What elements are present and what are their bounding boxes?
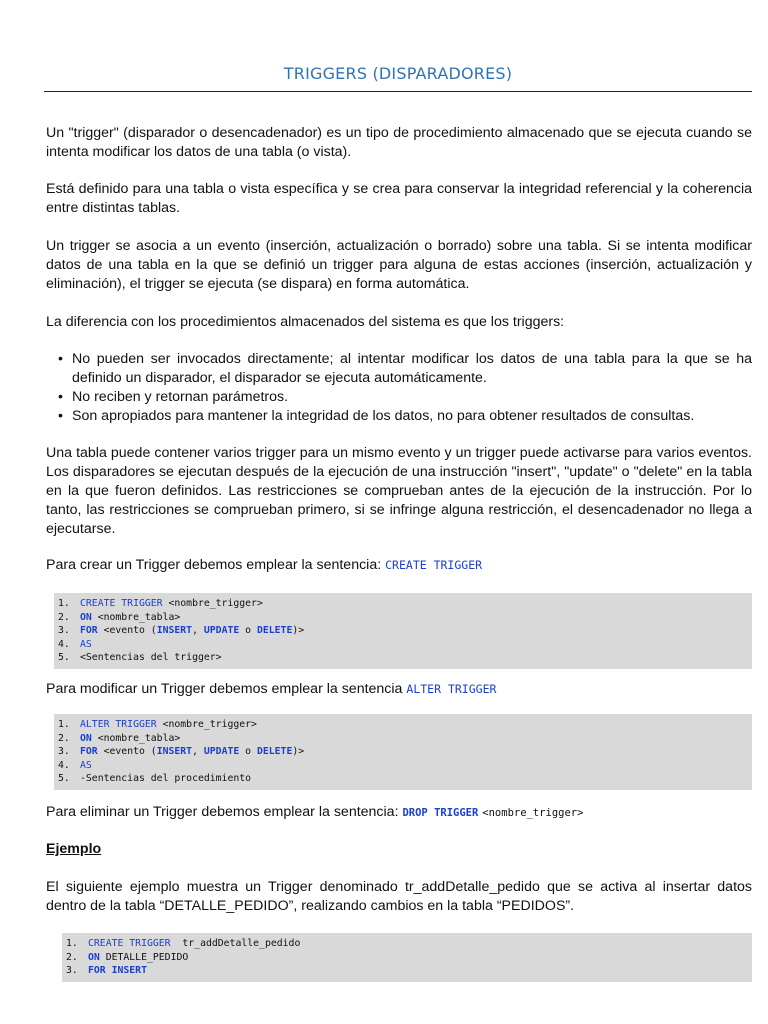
code-line: 4. AS <box>58 638 92 650</box>
paragraph-create-intro: Para crear un Trigger debemos emplear la sentencia: CREATE TRIGGER <box>46 557 483 573</box>
code-block-example <box>62 933 752 982</box>
code-block-alter <box>54 714 752 790</box>
bullet-icon: • <box>58 389 63 405</box>
code-line: 1. ALTER TRIGGER <nombre_trigger> <box>58 719 257 730</box>
drop-trigger-keyword: DROP TRIGGER <box>402 807 479 819</box>
differences-list <box>46 350 752 426</box>
list-item: • Son apropiados para mantener la integridad de los datos, no para obtener resultados de consultas. <box>58 408 695 424</box>
code-block-create <box>54 593 752 669</box>
code-line: 1. CREATE TRIGGER <nombre_trigger> <box>58 598 263 609</box>
paragraph-execution-order: Una tabla puede contener varios trigger para un mismo evento y un trigger puede activarse para varios eventos. Los disparadores se ejecutan después de la ejecución de una instrucción "insert", "update" o "delete" en la tabla en la que fueron definidos. Las restricciones se comprueban antes de la ejecución de la instrucción. Por lo tanto, las restricciones se comprueban primero, si se infringe alguna restricción, el desencadenador no llega a ejecutarse. <box>46 445 752 537</box>
code-line: 4. AS <box>58 759 92 771</box>
code-line: 1. CREATE TRIGGER tr_addDetalle_pedido <box>66 938 301 949</box>
alter-trigger-keyword: ALTER TRIGGER <box>406 682 497 696</box>
code-line: 5. -Sentencias del procedimiento <box>58 773 252 785</box>
bullet-icon: • <box>58 351 63 367</box>
paragraph-integrity: Está definido para una tabla o vista específica y se crea para conservar la integridad referencial y la coherencia entre distintas tablas. <box>46 181 752 216</box>
code-line: 3. FOR INSERT <box>66 965 147 977</box>
list-item: • No reciben y retornan parámetros. <box>58 389 289 405</box>
code-line: 2. ON <nombre_tabla> <box>58 611 181 623</box>
paragraph-example: El siguiente ejemplo muestra un Trigger denominado tr_addDetalle_pedido que se activa al insertar datos dentro de la tabla “DETALLE_PEDIDO”, realizando cambios en la tabla “PEDIDOS”. <box>46 879 752 914</box>
create-trigger-keyword: CREATE TRIGGER <box>385 558 483 572</box>
code-line: 2. ON DETALLE_PEDIDO <box>66 951 189 963</box>
paragraph-events: Un trigger se asocia a un evento (inserción, actualización o borrado) sobre una tabla. Si se intenta modificar datos de una tabla en la que se definió un trigger para alguna de estas acciones (inserción, actualización y eliminación), el trigger se ejecuta (se dispara) en forma automática. <box>46 238 752 292</box>
paragraph-drop-intro: Para eliminar un Trigger debemos emplear la sentencia: DROP TRIGGER <nombre_trigger> <box>46 804 584 820</box>
page-title: TRIGGERS (DISPARADORES) <box>283 64 513 83</box>
list-item: • No pueden ser invocados directamente; al intentar modificar los datos de una tabla para la que se ha definido un disparador, el disparador se ejecuta automáticamente. <box>58 351 752 386</box>
paragraph-alter-intro: Para modificar un Trigger debemos emplear la sentencia ALTER TRIGGER <box>46 681 497 697</box>
example-heading: Ejemplo <box>46 841 102 857</box>
paragraph-differences: La diferencia con los procedimientos almacenados del sistema es que los triggers: <box>46 314 565 330</box>
code-line: 3. FOR <evento (INSERT, UPDATE o DELETE)> <box>58 746 305 758</box>
bullet-icon: • <box>58 408 63 424</box>
code-line: 5. <Sentencias del trigger> <box>58 652 222 664</box>
code-line: 3. FOR <evento (INSERT, UPDATE o DELETE)> <box>58 625 305 637</box>
code-line: 2. ON <nombre_tabla> <box>58 732 181 744</box>
paragraph-definition: Un "trigger" (disparador o desencadenador) es un tipo de procedimiento almacenado que se ejecuta cuando se intenta modificar los datos de una tabla (o vista). <box>46 125 752 160</box>
title-underline-rule <box>44 91 752 92</box>
trigger-name-placeholder: <nombre_trigger> <box>482 807 584 819</box>
